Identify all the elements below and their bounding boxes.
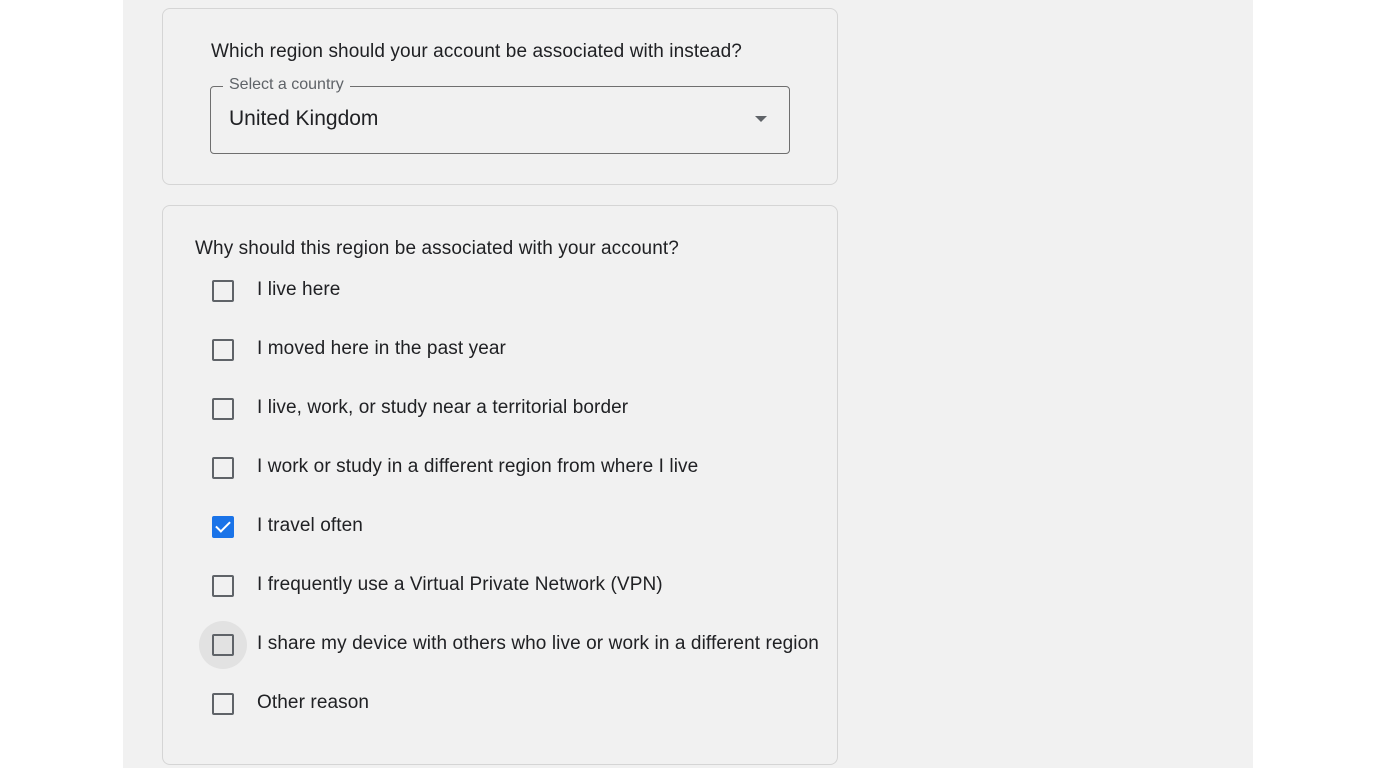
checkbox-container[interactable]: [199, 562, 247, 610]
checkbox-container[interactable]: [199, 680, 247, 728]
reason-option-other[interactable]: [199, 680, 819, 728]
reason-option-live-here[interactable]: [199, 267, 819, 315]
region-card: [162, 8, 838, 185]
checkbox[interactable]: [212, 693, 234, 715]
checkbox[interactable]: [212, 634, 234, 656]
reason-option-label[interactable]: I share my device with others who live or work in a different region: [257, 633, 819, 654]
reason-option-label[interactable]: I work or study in a different region from where I live: [257, 456, 699, 477]
reason-option-label[interactable]: I moved here in the past year: [257, 338, 506, 359]
reason-option-label[interactable]: I frequently use a Virtual Private Network (VPN): [257, 574, 663, 595]
checkbox-container[interactable]: [199, 444, 247, 492]
checkbox-checked[interactable]: [212, 516, 234, 538]
checkbox[interactable]: [212, 457, 234, 479]
reason-option-share-device[interactable]: [199, 621, 819, 669]
reason-option-travel-often[interactable]: [199, 503, 819, 551]
checkbox[interactable]: [212, 575, 234, 597]
checkbox-container[interactable]: [199, 503, 247, 551]
checkbox[interactable]: [212, 280, 234, 302]
reason-option-moved-here[interactable]: [199, 326, 819, 374]
reason-option-label[interactable]: I travel often: [257, 515, 363, 536]
reason-option-near-border[interactable]: [199, 385, 819, 433]
reasons-card: [162, 205, 838, 765]
reason-option-different-region[interactable]: [199, 444, 819, 492]
checkbox[interactable]: [212, 339, 234, 361]
checkbox-container[interactable]: [199, 267, 247, 315]
arrow-drop-down-icon[interactable]: [755, 116, 767, 122]
reason-option-vpn[interactable]: [199, 562, 819, 610]
checkbox-container-focused[interactable]: [199, 621, 247, 669]
country-select[interactable]: [210, 76, 790, 154]
checkbox[interactable]: [212, 398, 234, 420]
reason-option-label[interactable]: Other reason: [257, 692, 370, 713]
reasons-question: Why should this region be associated with your account?: [195, 238, 679, 259]
reason-option-label[interactable]: I live, work, or study near a territorial border: [257, 397, 629, 418]
checkbox-container[interactable]: [199, 326, 247, 374]
checkbox-container[interactable]: [199, 385, 247, 433]
reason-option-label[interactable]: I live here: [257, 279, 341, 300]
region-question: Which region should your account be associated with instead?: [211, 41, 742, 62]
country-select-value: United Kingdom: [229, 107, 379, 130]
country-select-label: Select a country: [223, 76, 350, 94]
